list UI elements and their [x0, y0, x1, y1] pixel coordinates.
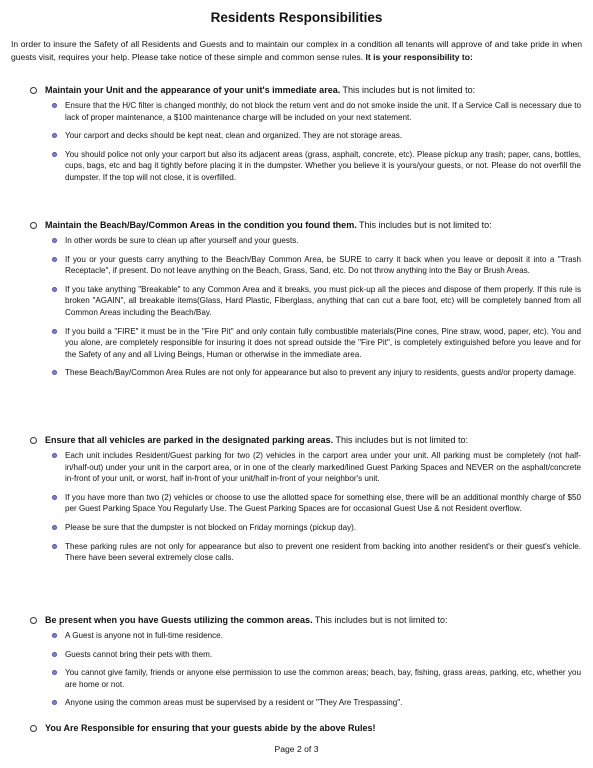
section-list	[30, 450, 581, 564]
list-item: If you have more than two (2) vehicles or choose to use the allotted space for something else, there will be an additional monthly charge of $50 per Guest Parking Space You Regularly Use. The Guest Parking Spaces are for occasional Guest Use & not Resident overflow.	[65, 492, 581, 515]
intro-bold: It is your responsibility to:	[365, 51, 473, 62]
list-item: These parking rules are not only for appearance but also to prevent one resident from backing into another resident's or their guest's vehicle. There have been several extremely close calls.	[65, 541, 581, 564]
section-bullet-icon	[30, 437, 37, 444]
section-heading: Maintain the Beach/Bay/Common Areas in the condition you found them. This includes but is not limited to:	[30, 219, 581, 232]
page-number: Page 2 of 3	[274, 744, 319, 754]
list-item: Please be sure that the dumpster is not blocked on Friday mornings (pickup day).	[65, 522, 581, 534]
section-common-areas	[30, 219, 581, 386]
bullet-icon	[52, 103, 57, 108]
list-item: Each unit includes Resident/Guest parking for two (2) vehicles in the carport area under your unit. All parking must be completely (not half-in/half-out) under your unit in the carport area, or in one of the clearly marked/lined Guest Parking Spaces and NEVER on the asphalt/concrete in-front of your unit, or worst, half in-front of your unit/half in-front of your neighbor's unit.	[65, 450, 581, 485]
section-bullet-icon	[30, 87, 37, 94]
list-item: A Guest is anyone not in full-time residence.	[65, 630, 581, 642]
section-heading: Maintain your Unit and the appearance of your unit's immediate area. This includes but is not limited to:	[30, 84, 581, 97]
section-responsibility	[30, 722, 581, 735]
list-item: If you take anything "Breakable" to any Common Area and it breaks, you must pick-up all the pieces and dispose of them properly. If this rule is broken "AGAIN", all breakable items(Glass, Hard Plastic, Fiberglass, anything that can cut a bare foot, etc) will be completely banned from all Common Areas including the Beach/Bay.	[65, 284, 581, 319]
bullet-icon	[52, 652, 57, 657]
section-guests	[30, 614, 581, 716]
bullet-icon	[52, 287, 57, 292]
page-title: Residents Responsibilities	[210, 10, 383, 25]
intro-paragraph	[11, 38, 582, 63]
section-heading: You Are Responsible for ensuring that your guests abide by the above Rules!	[30, 722, 581, 735]
list-item: These Beach/Bay/Common Area Rules are not only for appearance but also to prevent any injury to residents, guests and/or property damage.	[65, 367, 581, 379]
section-heading: Be present when you have Guests utilizing the common areas. This includes but is not limited to:	[30, 614, 581, 627]
bullet-icon	[52, 495, 57, 500]
bullet-icon	[52, 670, 57, 675]
bullet-icon	[52, 633, 57, 638]
list-item: Your carport and decks should be kept neat, clean and organized. They are not storage areas.	[65, 130, 581, 142]
list-item: Anyone using the common areas must be supervised by a resident or "They Are Trespassing".	[65, 697, 581, 709]
list-item: You cannot give family, friends or anyone else permission to use the common areas; beach, bay, fishing, grass areas, parking, etc, whether you are home or not.	[65, 667, 581, 690]
bullet-icon	[52, 544, 57, 549]
section-list	[30, 100, 581, 184]
section-list	[30, 630, 581, 709]
bullet-icon	[52, 152, 57, 157]
section-bullet-icon	[30, 725, 37, 732]
section-bullet-icon	[30, 222, 37, 229]
section-bullet-icon	[30, 617, 37, 624]
intro-text: In order to insure the Safety of all Residents and Guests and to maintain our complex in a condition all tenants will approve of and take pride in when guests visit, requires your help. Please take notice of these simple and common sense rules.	[11, 39, 582, 62]
bullet-icon	[52, 453, 57, 458]
list-item: Ensure that the H/C filter is changed monthly, do not block the return vent and do not smoke inside the unit. If a Service Call is necessary due to lack of proper maintenance, a $100 maintenance charge will be included on your next statement.	[65, 100, 581, 123]
section-heading: Ensure that all vehicles are parked in the designated parking areas. This includes but is not limited to:	[30, 434, 581, 447]
section-list	[30, 235, 581, 379]
bullet-icon	[52, 525, 57, 530]
list-item: If you or your guests carry anything to the Beach/Bay Common Area, be SURE to carry it back when you leave or deposit it into a "Trash Receptacle", if present. Do not leave anything on the Beach, Grass, Sand, etc. Do not throw anything into the Bay or Brush Areas.	[65, 254, 581, 277]
bullet-icon	[52, 238, 57, 243]
list-item: In other words be sure to clean up after yourself and your guests.	[65, 235, 581, 247]
bullet-icon	[52, 133, 57, 138]
section-parking	[30, 434, 581, 571]
list-item: Guests cannot bring their pets with them.	[65, 649, 581, 661]
list-item: You should police not only your carport but also its adjacent areas (grass, asphalt, concrete, etc). Please pickup any trash; paper, cans, bottles, cups, bags, etc and bag it tightly before placing it in the dumpster. Whether you believe it is yours/your guests, or not. Please do not overfill the dumpster. If the top will not close, it is overfilled.	[65, 149, 581, 184]
bullet-icon	[52, 329, 57, 334]
bullet-icon	[52, 370, 57, 375]
section-unit	[30, 84, 581, 191]
list-item: If you build a "FIRE" it must be in the "Fire Pit" and only contain fully combustible materials(Pine cones, Pine straw, wood, paper, etc). You and you alone, are completely responsible for insuring it does not spread outside the "Fire Pit", is completely extinguished before you leave and for the Safety of any and all Living Beings, Human or otherwise in the immediate area.	[65, 326, 581, 361]
bullet-icon	[52, 700, 57, 705]
bullet-icon	[52, 257, 57, 262]
